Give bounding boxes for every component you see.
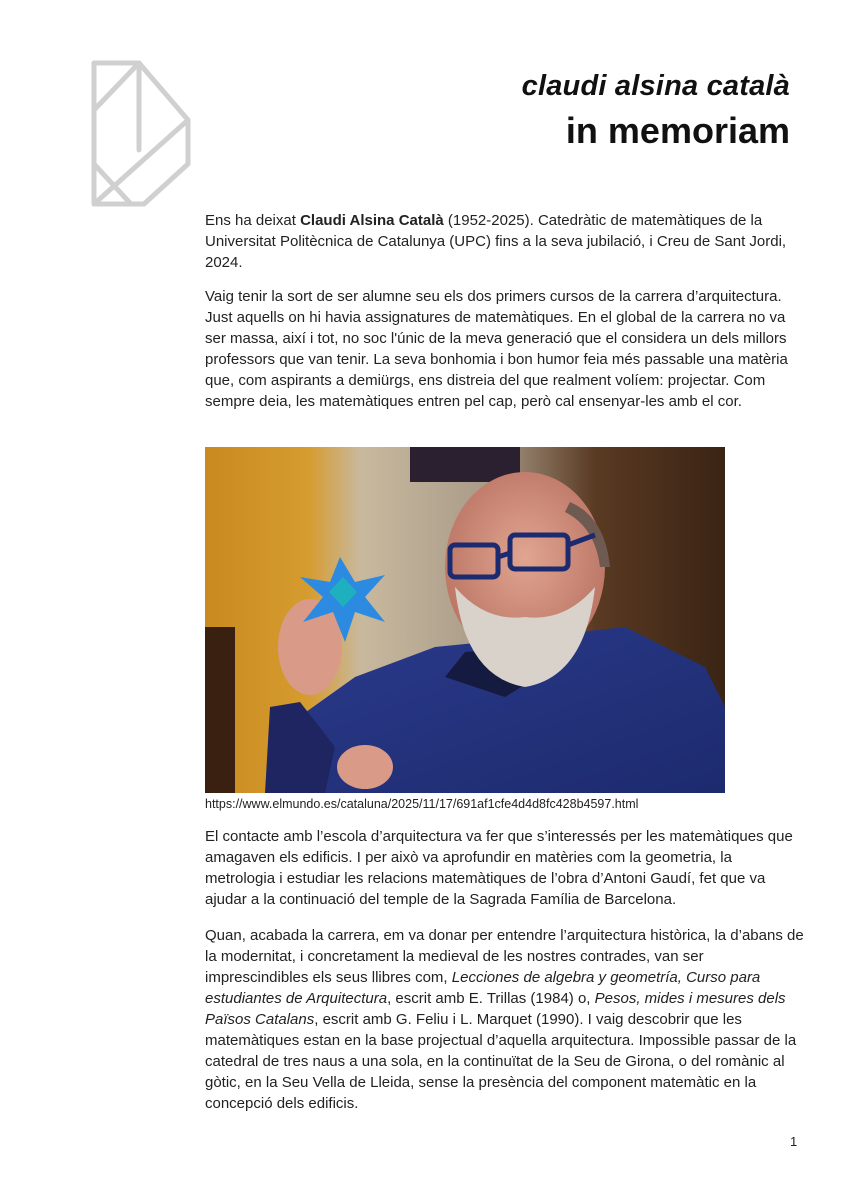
- books-text-2: , escrit amb E. Trillas (1984) o,: [387, 990, 595, 1007]
- paragraph-student: [205, 286, 805, 412]
- book-title-2: Pesos, mides i mesures dels Països Catalans: [205, 990, 786, 1028]
- paragraph-intro: [205, 210, 805, 273]
- page-number: 1: [790, 1134, 798, 1149]
- paragraph-books: [205, 925, 805, 1114]
- books-text-1: Quan, acabada la carrera, em va donar per entendre l’arquitectura històrica, la d’abans de la modernitat, i concretament la medieval de les nostres contrades, van ser imprescindibles els seus llibres com,: [205, 927, 804, 986]
- books-text-3: , escrit amb G. Feliu i L. Marquet (1990). I vaig descobrir que les matemàtiques estan en la base projectual d’aquella arquitectura. Impossible passar de la catedral de tres naus a una sola, en la continuïtat de la Seu de Girona, o del romànic al gòtic, en la Seu Vella de Lleida, sense la presència del component matemàtic en la concepció dels edificis.: [205, 1011, 797, 1112]
- paragraph-architecture: [205, 826, 805, 910]
- paragraph-student-text: Vaig tenir la sort de ser alumne seu els dos primers cursos de la carrera d’arquitectura. Just aquells on hi havia assignatures de matemàtiques. En el global de la carrera no va ser massa, així i tot, no soc l'únic de la meva generació que el considera un dels millors professors que van tenir. La seva bonhomia i bon humor feia més passable una matèria que, com aspirants a demiürgs, ens distreia del que realment volíem: projectar. Com sempre deia, les matemàtiques entren pel cap, però cal ensenyar-les amb el cor.: [205, 288, 788, 410]
- portrait-photo: [205, 447, 725, 793]
- book-title-1: Lecciones de algebra y geometría, Curso para estudiantes de Arquitectura: [205, 969, 761, 1007]
- title-name: claudi alsina català: [521, 70, 790, 102]
- intro-text: Ens ha deixat: [205, 212, 301, 229]
- logo-icon: [88, 58, 194, 210]
- intro-text-rest: (1952-2025). Catedràtic de matemàtiques de la Universitat Politècnica de Catalunya (UPC) fins a la seva jubilació, i Creu de Sant Jordi, 2024.: [205, 212, 787, 271]
- intro-name-bold: Claudi Alsina Català: [300, 212, 444, 229]
- title-subtitle: in memoriam: [565, 110, 790, 151]
- paragraph-architecture-text: El contacte amb l’escola d’arquitectura va fer que s’interessés per les matemàtiques que amagaven els edificis. I per això va aprofundir en matèries com la geometria, la metrologia i estudiar les relacions matemàtiques de l’obra d’Antoni Gaudí, fet que va ajudar a la continuació del temple de la Sagrada Família de Barcelona.: [205, 828, 793, 908]
- photo-caption-link[interactable]: https://www.elmundo.es/cataluna/2025/11/17/691af1cfe4d4d8fc428b4597.html: [205, 797, 639, 811]
